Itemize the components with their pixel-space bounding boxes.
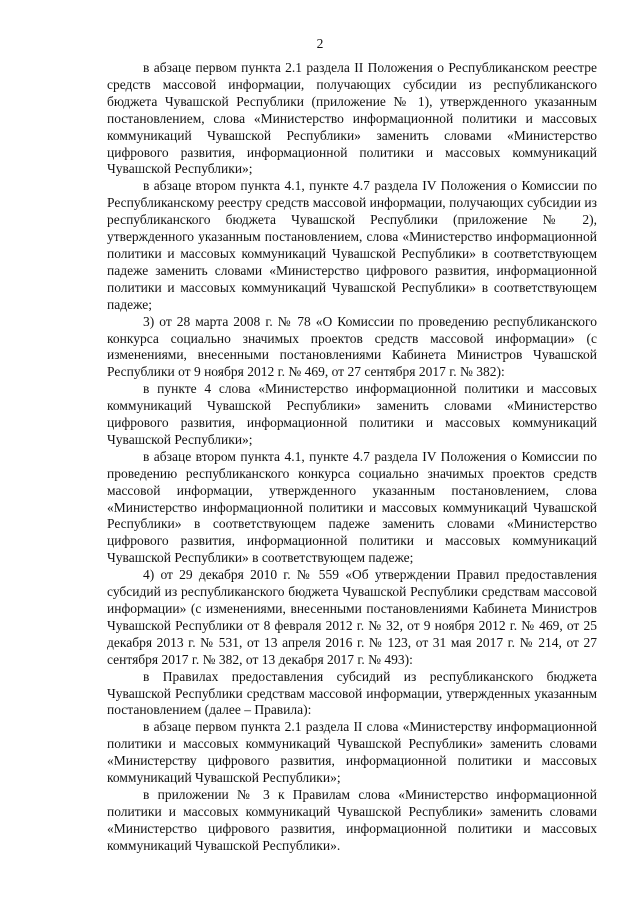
paragraph-4: в пункте 4 слова «Министерство информационной политики и массовых коммуникаций Чувашской Республики» заменить словами «Министерство цифрового развития, информационной политики и массовых коммуникаций Чувашской Республики»; — [107, 381, 597, 447]
paragraph-9: в приложении № 3 к Правилам слова «Министерство информационной политики и массовых коммуникаций Чувашской Республики» заменить словами «Министерство цифрового развития, информационной политики и массовых коммуникаций Чувашской Республики». — [107, 786, 597, 853]
paragraph-8: в абзаце первом пункта 2.1 раздела II слова «Министерству информационной политики и массовых коммуникаций Чувашской Республики» заменить словами «Министерству цифрового развития, информационной политики и массовых коммуникаций Чувашской Республики»; — [107, 719, 597, 786]
paragraph-3: 3) от 28 марта 2008 г. № 78 «О Комиссии по проведению республиканского конкурса социально значимых проектов средств массовой информации» (с изменениями, внесенными постановлениями Кабинета Министров Чувашской Республики от 9 ноября 2012 г. № 469, от 27 сентября 2017 г. № 382): — [107, 313, 597, 380]
paragraph-2: в абзаце втором пункта 4.1, пункте 4.7 раздела IV Положения о Комиссии по Республиканскому реестру средств массовой информации, получающих субсидии из республиканского бюджета Чувашской Республики (приложение № 2), утвержденного указанным постановлением, слова «Министерство информационной политики и массовых коммуникаций Чувашской Республики» в соответствующем падеже заменить словами «Министерство цифрового развития, информационной политики и массовых коммуникаций Чувашской Республики» в соответствующем падеже; — [107, 178, 597, 312]
paragraph-7: в Правилах предоставления субсидий из республиканского бюджета Чувашской Республики средствам массовой информации, утвержденных указанным постановлением (далее – Правила): — [107, 668, 597, 718]
paragraph-5: в абзаце втором пункта 4.1, пункте 4.7 раздела IV Положения о Комиссии по проведению республиканского конкурса социально значимых проектов средств массовой информации, утвержденного указанным постановлением, слова «Министерство информационной политики и массовых коммуникаций Чувашской Республики» в соответствующем падеже заменить словами «Министерство цифрового развития, информационной политики и массовых коммуникаций Чувашской Республики» в соответствующем падеже; — [107, 448, 597, 566]
paragraph-1: в абзаце первом пункта 2.1 раздела II Положения о Республиканском реестре средств массовой информации, получающих субсидии из республиканского бюджета Чувашской Республики (приложение № 1), утвержденного указанным постановлением, слова «Министерство информационной политики и массовых коммуникаций Чувашской Республики» заменить словами «Министерство цифрового развития, информационной политики и массовых коммуникаций Чувашской Республики»; — [107, 60, 597, 177]
paragraph-6: 4) от 29 декабря 2010 г. № 559 «Об утверждении Правил предоставления субсидий из республиканского бюджета Чувашской Республики средствам массовой информации» (с изменениями, внесенными постановлениями Кабинета Министров Чувашской Республики от 8 февраля 2012 г. № 32, от 9 ноября 2012 г. № 469, от 25 декабря 2013 г. № 531, от 13 апреля 2016 г. № 123, от 31 мая 2017 г. № 214, от 27 сентября 2017 г. № 382, от 13 декабря 2017 г. № 493): — [107, 567, 597, 667]
document-body — [107, 60, 597, 855]
page-number: 2 — [316, 36, 324, 51]
